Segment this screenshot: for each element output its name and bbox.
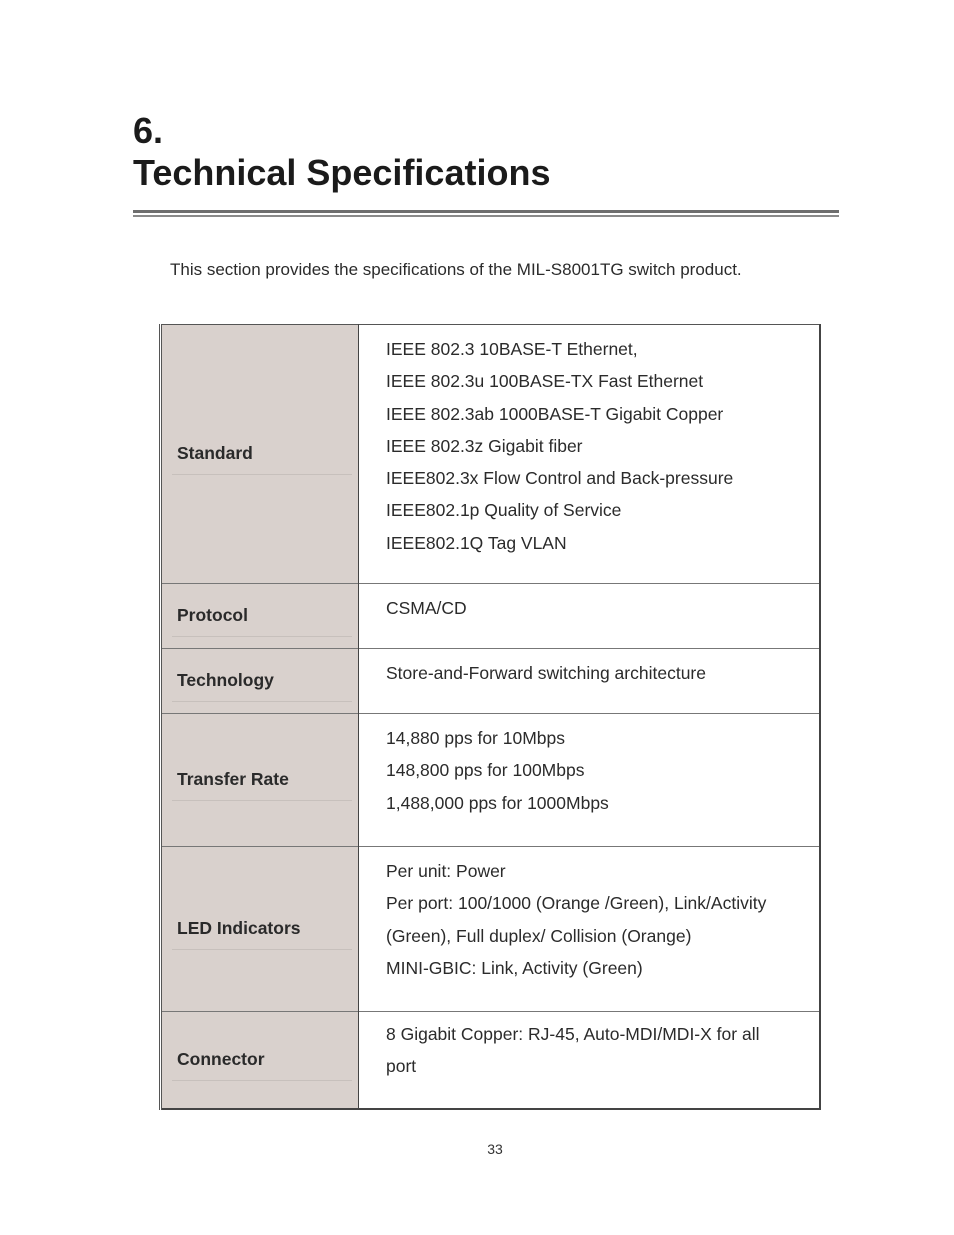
spec-value — [359, 584, 821, 649]
spec-value-line: CSMA/CD — [386, 598, 467, 618]
spec-label: Technology — [172, 660, 352, 702]
spec-label: LED Indicators — [172, 908, 352, 950]
spec-value-line: (Green), Full duplex/ Collision (Orange) — [386, 925, 692, 946]
spec-row-standard — [161, 325, 821, 584]
spec-value-line: 14,880 pps for 10Mbps — [386, 728, 566, 748]
specifications-table — [159, 324, 821, 1110]
spec-value-line: IEEE802.1p Quality of Service — [386, 500, 622, 521]
spec-value — [359, 649, 821, 714]
spec-value-line: IEEE802.3x Flow Control and Back-pressure — [386, 468, 734, 489]
spec-value — [359, 1012, 821, 1110]
spec-label: Connector — [172, 1039, 352, 1081]
spec-value-line: Per unit: Power — [386, 861, 506, 881]
spec-label: Transfer Rate — [172, 759, 352, 801]
spec-value-line: IEEE802.1Q Tag VLAN — [386, 532, 567, 553]
intro-paragraph: This section provides the specifications of the MIL-S8001TG switch product. — [170, 260, 742, 279]
spec-value-line: MINI-GBIC: Link, Activity (Green) — [386, 957, 643, 978]
heading-rule-bottom — [133, 215, 839, 217]
spec-value-line: IEEE 802.3 10BASE-T Ethernet, — [386, 339, 638, 359]
spec-label: Standard — [172, 433, 352, 475]
spec-value-line: IEEE 802.3z Gigabit fiber — [386, 435, 583, 456]
spec-label: Protocol — [172, 595, 352, 637]
spec-value-line: IEEE 802.3ab 1000BASE-T Gigabit Copper — [386, 403, 724, 424]
spec-row-technology — [161, 649, 821, 714]
spec-row-transfer-rate — [161, 714, 821, 847]
chapter-heading — [133, 110, 550, 195]
spec-value — [359, 847, 821, 1012]
spec-value-line: Per port: 100/1000 (Orange /Green), Link/Activity — [386, 893, 767, 914]
spec-value — [359, 325, 821, 584]
chapter-title: Technical Specifications — [133, 152, 551, 194]
spec-row-protocol — [161, 584, 821, 649]
spec-value — [359, 714, 821, 847]
chapter-number: 6. — [133, 110, 164, 151]
spec-value-line: port — [386, 1056, 417, 1077]
spec-value-line: 148,800 pps for 100Mbps — [386, 760, 585, 781]
spec-value-line: 1,488,000 pps for 1000Mbps — [386, 792, 609, 813]
spec-value-line: IEEE 802.3u 100BASE-TX Fast Ethernet — [386, 371, 704, 392]
spec-row-connector — [161, 1012, 821, 1110]
spec-row-led-indicators — [161, 847, 821, 1012]
spec-value-line: Store-and-Forward switching architecture — [386, 663, 706, 683]
spec-value-line: 8 Gigabit Copper: RJ-45, Auto-MDI/MDI-X for all — [386, 1024, 760, 1044]
heading-rule-top — [133, 210, 839, 213]
page-number: 33 — [487, 1141, 503, 1157]
